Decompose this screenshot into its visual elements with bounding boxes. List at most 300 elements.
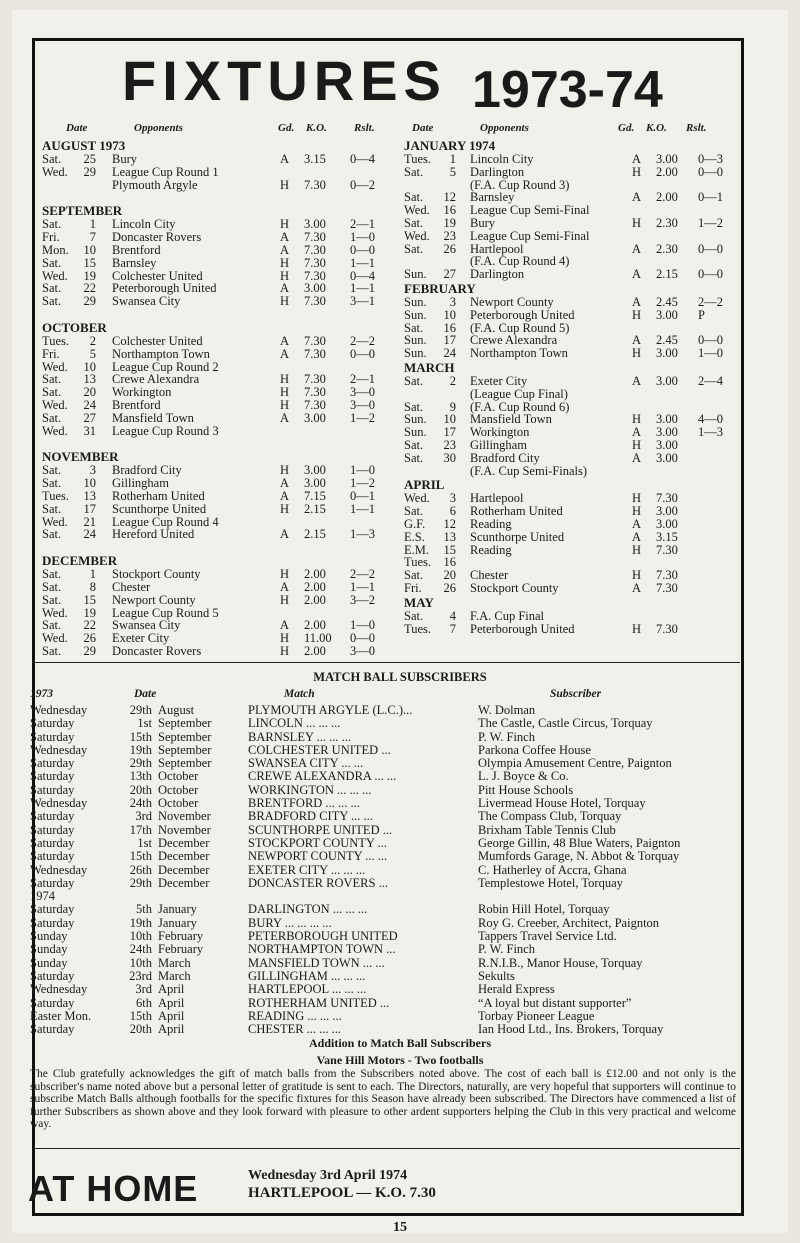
fixture-ground: A	[280, 152, 290, 166]
programme-page	[12, 10, 788, 1233]
msb-match: NEWPORT COUNTY ... ...	[248, 849, 388, 864]
msb-subscriber: Brixham Table Tennis Club	[478, 822, 616, 837]
fixture-result: 4—0	[698, 412, 723, 427]
fixture-ground: H	[632, 621, 642, 636]
fixture-ground: A	[632, 450, 642, 465]
fixture-date: 16	[443, 203, 456, 218]
fixture-row	[404, 505, 734, 518]
fixture-date: 15	[443, 542, 456, 557]
fixture-day: Sun.	[404, 346, 427, 361]
fixture-date: 25	[83, 152, 96, 166]
msb-month: April	[158, 1022, 185, 1037]
msb-month: April	[158, 1008, 185, 1023]
fixture-day: Wed.	[42, 268, 68, 283]
fixture-day: Sat.	[404, 215, 424, 230]
fixture-kickoff: 2.00	[304, 592, 326, 607]
fixture-result: 0—0	[698, 333, 723, 348]
fixture-opponent: Northampton Town	[112, 346, 210, 361]
fixture-row	[404, 531, 734, 544]
fixture-result: 2—1	[350, 217, 375, 232]
fixture-ground: A	[632, 516, 642, 531]
fixture-result: 1—0	[350, 463, 375, 478]
msb-weekday: Saturday	[30, 835, 75, 850]
msb-weekday: Saturday	[30, 1022, 75, 1037]
msb-subscriber: Templestowe Hotel, Torquay	[478, 875, 623, 890]
fixture-ground: H	[280, 501, 290, 516]
fixture-opponent: Mansfield Town	[470, 412, 552, 427]
fixture-ground: A	[280, 242, 290, 257]
fixture-opponent: Lincoln City	[112, 217, 176, 232]
fixture-day: Wed.	[404, 203, 430, 218]
hdr-opponents: Opponents	[480, 122, 529, 134]
msb-month: December	[158, 849, 210, 864]
msb-subscriber: Mumfords Garage, N. Abbot & Torquay	[478, 849, 680, 864]
hdr-gd: Gd.	[278, 122, 295, 134]
msb-subscriber: The Compass Club, Torquay	[478, 809, 622, 824]
fixture-result: 0—0	[350, 346, 375, 361]
msb-match: DARLINGTON ... ... ...	[248, 902, 368, 917]
fixture-kickoff: 7.30	[656, 491, 678, 506]
msb-weekday: Saturday	[30, 875, 75, 890]
fixture-result: 0—1	[350, 488, 375, 503]
fixtures-header	[42, 122, 392, 138]
fixture-date: 31	[83, 423, 96, 438]
fixture-ground: H	[280, 217, 290, 232]
fixture-date: 27	[83, 410, 96, 425]
msb-subscriber: W. Dolman	[478, 703, 536, 717]
fixture-ground: H	[632, 215, 642, 230]
fixture-opponent: (F.A. Cup Round 6)	[470, 399, 570, 414]
fixture-kickoff: 7.30	[656, 621, 678, 636]
fixture-kickoff: 2.00	[304, 618, 326, 633]
fixture-kickoff: 7.30	[304, 268, 326, 283]
fixture-day: Tues.	[42, 488, 69, 503]
fixture-day: Wed.	[42, 514, 68, 529]
section-divider	[34, 662, 740, 663]
fixture-day: Sat.	[42, 372, 62, 387]
fixture-day: Sun.	[404, 425, 427, 440]
fixture-date: 26	[443, 580, 456, 595]
fixture-kickoff: 7.30	[656, 568, 678, 583]
fixture-day: Sat.	[42, 643, 62, 658]
msb-weekday: Wednesday	[30, 982, 88, 997]
fixture-result: 1—1	[350, 255, 375, 270]
fixture-date: 19	[83, 268, 96, 283]
msb-match: BARNSLEY ... ... ...	[248, 729, 352, 744]
fixture-date: 10	[443, 307, 456, 322]
fixture-row	[404, 153, 734, 166]
fixture-opponent: Workington	[470, 425, 530, 440]
fixture-opponent: Scunthorpe United	[112, 501, 207, 516]
subscriber-row	[30, 983, 750, 996]
msb-subscriber: Torbay Pioneer League	[478, 1008, 595, 1023]
fixture-opponent: Barnsley	[470, 190, 515, 205]
msb-subscriber: Sekults	[478, 968, 515, 983]
fixture-day: Sat.	[42, 527, 62, 542]
at-home-match: HARTLEPOOL — K.O. 7.30	[248, 1185, 436, 1201]
msb-match: BURY ... ... ... ...	[248, 915, 332, 930]
msb-month: April	[158, 995, 185, 1010]
fixture-row	[42, 399, 392, 412]
spacer	[42, 541, 392, 553]
msb-weekday: Sunday	[30, 929, 68, 944]
fixture-result: 0—0	[698, 267, 723, 282]
addition-title: Addition to Match Ball Subscribers	[308, 1036, 491, 1050]
fixture-result: 0—0	[698, 241, 723, 256]
msb-day: 24th	[129, 942, 152, 957]
msb-month: October	[158, 796, 199, 811]
fixture-day: Sat.	[404, 373, 424, 388]
fixture-day: Sun.	[404, 267, 427, 282]
fixture-row	[42, 632, 392, 645]
fixture-opponent: League Cup Round 2	[112, 359, 219, 374]
fixture-day: Wed.	[42, 631, 68, 646]
msb-month: December	[158, 835, 210, 850]
fixture-day: Wed.	[42, 423, 68, 438]
msb-hdr-match: Match	[284, 688, 315, 700]
msb-match: STOCKPORT COUNTY ...	[248, 835, 387, 850]
fixture-result: 0—3	[698, 152, 723, 166]
fixture-result: 0—0	[350, 631, 375, 646]
fixture-day: Sat.	[404, 608, 424, 623]
msb-subscriber: Ian Hood Ltd., Ins. Brokers, Torquay	[478, 1022, 664, 1037]
fixture-row	[42, 153, 392, 166]
msb-match: COLCHESTER UNITED ...	[248, 742, 391, 757]
msb-day: 15th	[129, 849, 152, 864]
fixture-result: 2—2	[350, 333, 375, 348]
fixture-day: Sat.	[42, 281, 62, 296]
page-number: 15	[393, 1220, 407, 1235]
fixture-day: Sat.	[42, 618, 62, 633]
fixture-date: 10	[443, 412, 456, 427]
fixture-opponent: League Cup Round 4	[112, 514, 219, 529]
fixture-date: 5	[89, 346, 96, 361]
fixture-row	[42, 528, 392, 541]
fixture-date: 24	[443, 346, 456, 361]
fixture-result: 2—4	[698, 373, 723, 388]
fixture-date: 29	[83, 643, 96, 658]
fixture-opponent: Rotherham United	[112, 488, 205, 503]
msb-day: 29th	[129, 875, 152, 890]
fixture-day: Wed.	[42, 164, 68, 179]
fixture-row	[404, 465, 734, 478]
fixture-row	[42, 645, 392, 658]
msb-year: 1974	[30, 889, 55, 904]
fixture-date: 24	[83, 397, 96, 412]
subscriber-row	[30, 784, 750, 797]
fixture-date: 15	[83, 592, 96, 607]
msb-subscriber: Pitt House Schools	[478, 782, 574, 797]
msb-match: CHESTER ... ... ...	[248, 1022, 342, 1037]
fixture-opponent: Peterborough United	[470, 307, 575, 322]
msb-month: March	[158, 968, 191, 983]
fixture-row	[42, 348, 392, 361]
fixture-ground: H	[280, 268, 290, 283]
fixture-ground: A	[280, 346, 290, 361]
fixture-opponent: Rotherham United	[470, 504, 563, 519]
fixture-kickoff: 7.30	[304, 333, 326, 348]
msb-weekday: Saturday	[30, 902, 75, 917]
msb-match: READING ... ... ...	[248, 1008, 342, 1023]
msb-month: August	[158, 703, 195, 717]
msb-weekday: Saturday	[30, 782, 75, 797]
fixture-opponent: (League Cup Final)	[470, 386, 568, 401]
fixture-row	[42, 166, 392, 179]
fixture-ground: H	[280, 385, 290, 400]
fixture-kickoff: 2.00	[304, 643, 326, 658]
fixture-kickoff: 2.30	[656, 241, 678, 256]
fixture-opponent: Darlington	[470, 267, 525, 282]
fixture-row	[404, 268, 734, 281]
fixture-ground: H	[632, 412, 642, 427]
fixture-kickoff: 2.00	[656, 190, 678, 205]
fixture-day: Wed.	[42, 605, 68, 620]
msb-day: 1st	[137, 716, 152, 731]
fixture-ground: H	[632, 346, 642, 361]
msb-month: January	[158, 915, 197, 930]
fixture-day: Sat.	[42, 410, 62, 425]
fixture-date: 29	[83, 294, 96, 309]
fixture-opponent: Stockport County	[470, 580, 559, 595]
msb-weekday: Saturday	[30, 849, 75, 864]
msb-month: April	[158, 982, 185, 997]
msb-match: HARTLEPOOL ... ... ...	[248, 982, 367, 997]
fixture-date: 16	[443, 320, 456, 335]
msb-day: 5th	[136, 902, 152, 917]
fixture-kickoff: 2.15	[304, 527, 326, 542]
subscriber-row	[30, 757, 750, 770]
month-heading: DECEMBER	[42, 553, 118, 569]
fixture-ground: H	[632, 437, 642, 452]
fixture-day: Sat.	[42, 463, 62, 478]
fixture-date: 30	[443, 450, 456, 465]
msb-weekday: Sunday	[30, 955, 68, 970]
fixture-day: Sat.	[42, 476, 62, 491]
fixture-row	[404, 452, 734, 465]
msb-subscriber: George Gillin, 48 Blue Waters, Paignton	[478, 835, 681, 850]
fixture-opponent: Peterborough United	[112, 281, 217, 296]
fixture-kickoff: 7.30	[304, 230, 326, 245]
msb-match: SCUNTHORPE UNITED ...	[248, 822, 393, 837]
fixture-kickoff: 2.15	[304, 501, 326, 516]
fixture-date: 20	[443, 568, 456, 583]
msb-weekday: Wednesday	[30, 862, 88, 877]
month-heading: APRIL	[404, 477, 445, 493]
fixture-result: 1—3	[698, 425, 723, 440]
fixture-day: Fri.	[42, 230, 60, 245]
subscriber-row	[30, 744, 750, 757]
msb-month: March	[158, 955, 191, 970]
msb-day: 20th	[129, 1022, 152, 1037]
msb-month: September	[158, 729, 212, 744]
subscriber-row	[30, 1023, 750, 1036]
msb-match: CREWE ALEXANDRA ... ...	[248, 769, 397, 784]
fixture-result: 0—1	[698, 190, 723, 205]
subscriber-row	[30, 797, 750, 810]
month-heading: MARCH	[404, 359, 455, 375]
fixture-kickoff: 7.30	[304, 242, 326, 257]
fixture-day: Tues.	[404, 555, 431, 570]
spacer	[42, 191, 392, 203]
fixture-ground: H	[280, 592, 290, 607]
msb-weekday: Saturday	[30, 995, 75, 1010]
fixture-ground: A	[632, 333, 642, 348]
msb-day: 10th	[129, 955, 152, 970]
subscriber-row	[30, 717, 750, 730]
msb-subscriber: C. Hatherley of Accra, Ghana	[478, 862, 627, 877]
fixture-day: Sat.	[404, 450, 424, 465]
fixture-result: 2—1	[350, 372, 375, 387]
month-heading: MAY	[404, 594, 434, 610]
msb-day: 29th	[129, 756, 152, 771]
fixture-date: 13	[83, 488, 96, 503]
fixture-row	[404, 375, 734, 388]
fixture-opponent: League Cup Round 5	[112, 605, 219, 620]
match-ball-title: MATCH BALL SUBSCRIBERS	[313, 670, 487, 684]
fixture-kickoff: 3.00	[656, 307, 678, 322]
fixture-ground: A	[280, 333, 290, 348]
msb-match: NORTHAMPTON TOWN ...	[248, 942, 396, 957]
fixture-ground: H	[632, 542, 642, 557]
fixture-date: 13	[83, 372, 96, 387]
msb-day: 15th	[129, 729, 152, 744]
msb-day: 3rd	[135, 809, 152, 824]
month-heading: NOVEMBER	[42, 449, 119, 465]
msb-match: MANSFIELD TOWN ... ...	[248, 955, 385, 970]
fixture-row	[42, 244, 392, 257]
subscriber-row	[30, 970, 750, 983]
fixture-opponent: Exeter City	[112, 631, 170, 646]
fixture-date: 26	[83, 631, 96, 646]
fixture-kickoff: 7.30	[656, 580, 678, 595]
fixture-ground: H	[632, 307, 642, 322]
hdr-gd: Gd.	[618, 122, 635, 134]
msb-day: 24th	[129, 796, 152, 811]
fixture-ground: H	[632, 504, 642, 519]
fixture-day: Sat.	[404, 241, 424, 256]
fixture-result: 1—0	[350, 230, 375, 245]
msb-hdr-date: Date	[134, 688, 157, 700]
fixture-date: 29	[83, 164, 96, 179]
fixture-row	[42, 425, 392, 438]
fixture-date: 1	[89, 217, 96, 232]
fixture-ground: A	[280, 281, 290, 296]
subscriber-row	[30, 957, 750, 970]
fixture-day: Sun.	[404, 412, 427, 427]
msb-weekday: Saturday	[30, 716, 75, 731]
fixture-day: Sat.	[42, 385, 62, 400]
fixture-day: Sat.	[404, 320, 424, 335]
subscriber-row	[30, 850, 750, 863]
fixture-kickoff: 3.00	[656, 450, 678, 465]
msb-weekday: Saturday	[30, 822, 75, 837]
msb-match: PETERBOROUGH UNITED	[248, 929, 398, 944]
msb-match: GILLINGHAM ... ... ...	[248, 968, 366, 983]
fixture-day: Sun.	[404, 307, 427, 322]
msb-subscriber: L. J. Boyce & Co.	[478, 769, 569, 784]
fixture-kickoff: 3.15	[304, 152, 326, 166]
fixture-kickoff: 7.30	[304, 397, 326, 412]
fixture-result: 1—0	[698, 346, 723, 361]
msb-weekday: Saturday	[30, 968, 75, 983]
hdr-rslt: Rslt.	[686, 122, 707, 134]
msb-month: December	[158, 875, 210, 890]
fixture-row	[42, 594, 392, 607]
fixture-row	[404, 623, 734, 636]
fixture-kickoff: 2.00	[304, 579, 326, 594]
hdr-ko: K.O.	[306, 122, 327, 134]
fixture-result: 3—1	[350, 294, 375, 309]
fixture-opponent: Bradford City	[112, 463, 182, 478]
fixture-ground: H	[632, 164, 642, 179]
fixture-result: 2—2	[698, 294, 723, 309]
fixture-row	[42, 581, 392, 594]
fixture-day: Sat.	[42, 567, 62, 582]
fixture-day: Tues.	[42, 333, 69, 348]
fixture-ground: A	[280, 488, 290, 503]
fixture-opponent: Peterborough United	[470, 621, 575, 636]
fixture-date: 19	[443, 215, 456, 230]
msb-weekday: Saturday	[30, 756, 75, 771]
fixture-day: Sat.	[404, 437, 424, 452]
fixture-ground: A	[632, 190, 642, 205]
msb-weekday: Sunday	[30, 942, 68, 957]
fixture-day: Sat.	[42, 152, 62, 166]
fixture-day: Fri.	[42, 346, 60, 361]
msb-day: 29th	[129, 703, 152, 717]
msb-match: PLYMOUTH ARGYLE (L.C.)...	[248, 703, 413, 717]
fixture-day: E.M.	[404, 542, 429, 557]
match-ball-list	[30, 704, 750, 1036]
msb-match: BRADFORD CITY ... ...	[248, 809, 373, 824]
subscriber-row	[30, 770, 750, 783]
msb-subscriber: Olympia Amusement Centre, Paignton	[478, 756, 672, 771]
hdr-ko: K.O.	[646, 122, 667, 134]
fixture-ground: H	[280, 177, 290, 192]
msb-month: November	[158, 809, 211, 824]
subscriber-row	[30, 864, 750, 877]
fixture-row	[404, 347, 734, 360]
fixture-ground: A	[280, 579, 290, 594]
fixture-row	[404, 610, 734, 623]
msb-day: 1st	[137, 835, 152, 850]
subscriber-row	[30, 810, 750, 823]
msb-weekday: Saturday	[30, 769, 75, 784]
fixture-date: 23	[443, 228, 456, 243]
subscriber-row	[30, 704, 750, 717]
fixture-opponent: Stockport County	[112, 567, 201, 582]
fixture-date: 10	[83, 359, 96, 374]
acknowledgement-paragraph: The Club gratefully acknowledges the gift of match balls from the Subscribers noted above. The cost of each ball is £12.00 and not only is the subscriber's name noted above but a personal letter of gratitude is sent to each. The Directors, naturally, are very hopeful that supporters will continue to subscribe Match Balls although footballs for the specific fixtures for this Season have already been subscribed. The Directors have commenced a list of further Subscribers as shown above and they look forward with pleasure to other ardent supporters helping the Club in this very practical and welcome way.	[30, 1068, 736, 1131]
fixture-date: 21	[83, 514, 96, 529]
fixture-date: 17	[443, 425, 456, 440]
fixture-opponent: Exeter City	[470, 373, 528, 388]
fixture-row	[42, 257, 392, 270]
fixture-opponent: Newport County	[112, 592, 196, 607]
msb-month: September	[158, 742, 212, 757]
msb-month: November	[158, 822, 211, 837]
msb-day: 19th	[129, 742, 152, 757]
fixture-opponent: Swansea City	[112, 294, 181, 309]
fixture-opponent: Mansfield Town	[112, 410, 194, 425]
msb-day: 6th	[136, 995, 152, 1010]
fixture-opponent: Bury	[112, 152, 137, 166]
subscriber-row	[30, 1010, 750, 1023]
fixture-ground: H	[280, 643, 290, 658]
fixture-result: 0—4	[350, 268, 375, 283]
fixture-day: Tues.	[404, 152, 431, 166]
fixture-ground: A	[632, 425, 642, 440]
